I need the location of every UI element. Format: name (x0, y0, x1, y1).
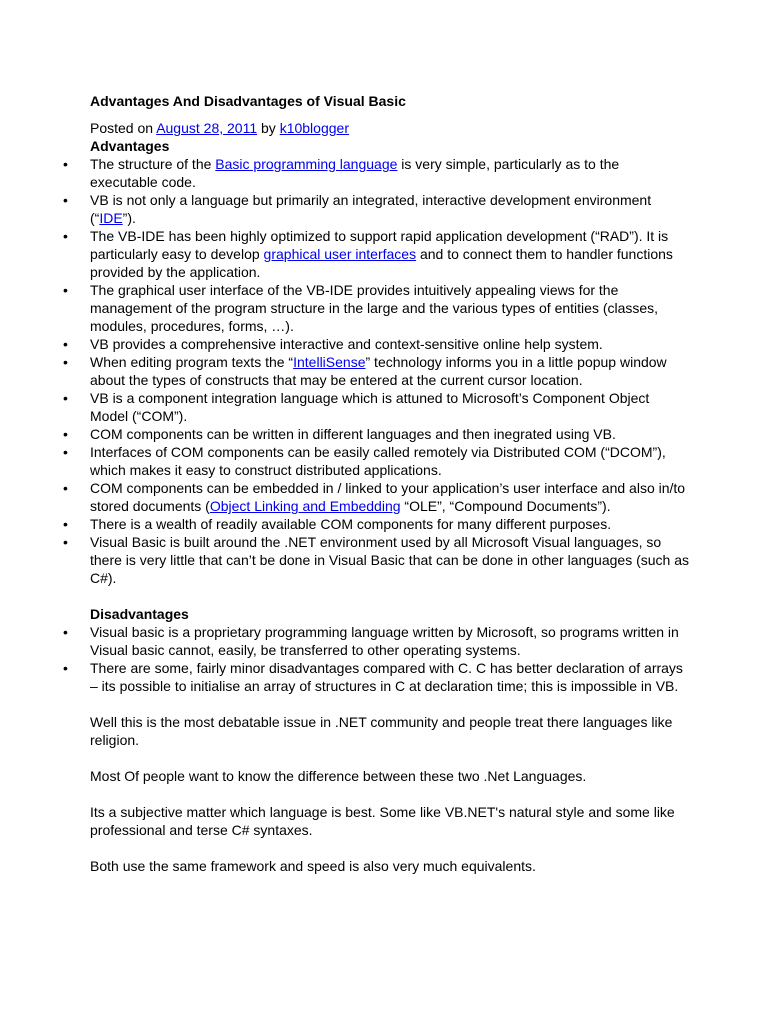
advantage-item: • VB provides a comprehensive interactive and context-sensitive online help system. (90, 335, 690, 353)
article-body (90, 137, 690, 875)
advantage-item: • When editing program texts the “IntelliSense” technology informs you in a little popup window about the types of constructs that may be entered at the current cursor location. (90, 353, 690, 389)
advantages-heading: Advantages (90, 138, 170, 154)
advantage-item: • The graphical user interface of the VB-IDE provides intuitively appealing views for the management of the program structure in the large and the various types of entities (classes, modules, procedures, forms, …). (90, 281, 690, 335)
page-title: Advantages And Disadvantages of Visual Basic (90, 93, 406, 109)
basic-language-link[interactable]: Basic programming language (215, 156, 398, 172)
body-paragraph: Well this is the most debatable issue in .NET community and people treat there languages like religion. (90, 714, 673, 748)
post-date-link[interactable]: August 28, 2011 (156, 120, 258, 136)
advantage-item: • COM components can be embedded in / linked to your application’s user interface and also in/to stored documents (Object Linking and Embedding “OLE”, “Compound Documents”). (90, 479, 690, 515)
gui-link[interactable]: graphical user interfaces (263, 246, 417, 262)
advantages-list (90, 155, 690, 587)
body-paragraph: Most Of people want to know the difference between these two .Net Languages. (90, 768, 587, 784)
by-label: by (261, 120, 276, 136)
body-paragraph: Its a subjective matter which language is best. Some like VB.NET's natural style and some like professional and terse C# syntaxes. (90, 804, 675, 838)
ole-link[interactable]: Object Linking and Embedding (209, 498, 401, 514)
disadvantages-list (90, 623, 690, 695)
body-paragraph: Both use the same framework and speed is also very much equivalents. (90, 858, 536, 874)
advantage-item: • The VB-IDE has been highly optimized to support rapid application development (“RAD”). It is particularly easy to develop graphical user interfaces and to connect them to handler functions provided by the application. (90, 227, 690, 281)
advantage-item: • COM components can be written in different languages and then inegrated using VB. (90, 425, 690, 443)
disadvantage-item: • Visual basic is a proprietary programming language written by Microsoft, so programs written in Visual basic cannot, easily, be transferred to other operating systems. (90, 623, 690, 659)
advantage-item: • VB is not only a language but primarily an integrated, interactive development environment (“IDE”). (90, 191, 690, 227)
intellisense-link[interactable]: IntelliSense (293, 354, 366, 370)
post-meta (90, 119, 349, 137)
ide-link[interactable]: IDE (99, 210, 123, 226)
advantage-item: • Visual Basic is built around the .NET environment used by all Microsoft Visual languages, so there is very little that can’t be done in Visual Basic that can be done in other languages (such as C#). (90, 533, 690, 587)
disadvantage-item: • There are some, fairly minor disadvantages compared with C. C has better declaration of arrays – its possible to initialise an array of structures in C at declaration time; this is impossible in VB. (90, 659, 690, 695)
advantage-item: • Interfaces of COM components can be easily called remotely via Distributed COM (“DCOM”), which makes it easy to construct distributed applications. (90, 443, 690, 479)
advantage-item: • VB is a component integration language which is attuned to Microsoft’s Component Object Model (“COM”). (90, 389, 690, 425)
advantage-item: • There is a wealth of readily available COM components for many different purposes. (90, 515, 690, 533)
disadvantages-heading: Disadvantages (90, 606, 189, 622)
author-link[interactable]: k10blogger (279, 120, 349, 136)
posted-on-label: Posted on (90, 120, 154, 136)
advantage-item: • The structure of the Basic programming language is very simple, particularly as to the executable code. (90, 155, 690, 191)
